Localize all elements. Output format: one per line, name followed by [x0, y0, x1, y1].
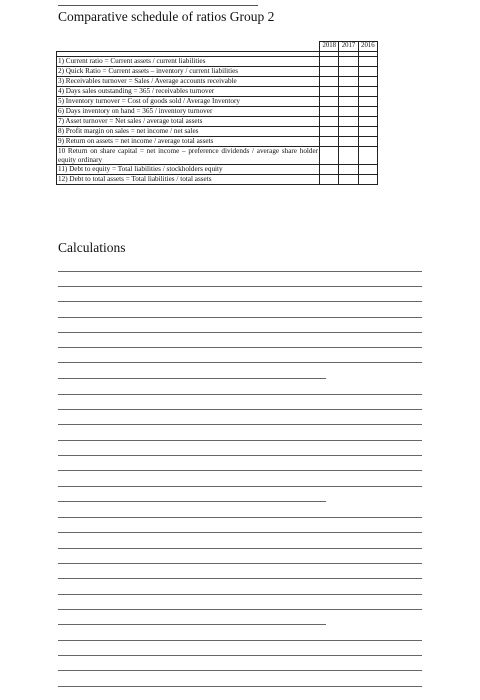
writing-line[interactable] — [58, 470, 422, 471]
table-row — [57, 107, 378, 117]
writing-line[interactable] — [58, 548, 422, 549]
value-cell-2016[interactable] — [358, 107, 377, 117]
ratio-label-return-on-share-capital: 10 Return on share capital = net income – preference dividends / average share holder equity ordinary — [58, 147, 319, 164]
value-cell-2018[interactable] — [320, 107, 339, 117]
writing-line[interactable] — [58, 517, 422, 518]
writing-line[interactable] — [58, 455, 422, 456]
value-cell-2018[interactable] — [320, 67, 339, 77]
writing-line[interactable] — [58, 594, 422, 595]
ratio-label-receivables-turnover: 3) Receivables turnover = Sales / Average accounts receivable — [57, 77, 320, 87]
value-cell-2016[interactable] — [358, 127, 377, 137]
writing-line[interactable] — [58, 394, 422, 395]
value-cell-2017[interactable] — [339, 107, 358, 117]
value-cell-2018[interactable] — [320, 77, 339, 87]
writing-line[interactable] — [58, 317, 422, 318]
value-cell-2016[interactable] — [358, 165, 377, 175]
header-blank-cell — [57, 42, 320, 52]
writing-line[interactable] — [58, 578, 422, 579]
value-cell-2017[interactable] — [339, 175, 358, 185]
writing-line[interactable] — [58, 286, 422, 287]
value-cell-2018[interactable] — [320, 127, 339, 137]
table-row — [57, 67, 378, 77]
table-row — [57, 175, 378, 185]
table-row — [57, 57, 378, 67]
value-cell-2016[interactable] — [358, 67, 377, 77]
table-row — [57, 77, 378, 87]
value-cell-2018[interactable] — [320, 147, 339, 165]
table-row — [57, 117, 378, 127]
value-cell-2017[interactable] — [339, 97, 358, 107]
year-header-2017: 2017 — [339, 42, 358, 52]
value-cell-2016[interactable] — [358, 97, 377, 107]
page-title: Comparative schedule of ratios Group 2 — [58, 9, 275, 24]
year-header-2016: 2016 — [358, 42, 377, 52]
ratio-schedule-table — [56, 41, 378, 185]
value-cell-2017[interactable] — [339, 117, 358, 127]
table-row — [57, 87, 378, 97]
value-cell-2017[interactable] — [339, 87, 358, 97]
value-cell-2017[interactable] — [339, 147, 358, 165]
ratio-label-days-sales-outstanding: 4) Days sales outstanding = 365 / receivables turnover — [57, 87, 320, 97]
value-cell-2017[interactable] — [339, 57, 358, 67]
table-header-row — [57, 42, 378, 52]
writing-line[interactable] — [58, 271, 422, 272]
writing-line[interactable] — [58, 440, 422, 441]
ratio-label-asset-turnover: 7) Asset turnover = Net sales / average total assets — [57, 117, 320, 127]
top-rule — [58, 5, 258, 6]
writing-line[interactable] — [58, 501, 326, 502]
writing-line[interactable] — [58, 624, 326, 625]
value-cell-2018[interactable] — [320, 165, 339, 175]
ratio-label-debt-to-equity: 11) Debt to equity = Total liabilities / stockholders equity — [57, 165, 320, 175]
writing-line[interactable] — [58, 670, 422, 671]
value-cell-2016[interactable] — [358, 87, 377, 97]
ratio-label-inventory-turnover: 5) Inventory turnover = Cost of goods sold / Average Inventory — [57, 97, 320, 107]
value-cell-2016[interactable] — [358, 137, 377, 147]
value-cell-2016[interactable] — [358, 147, 377, 165]
table-row — [57, 127, 378, 137]
value-cell-2017[interactable] — [339, 77, 358, 87]
value-cell-2017[interactable] — [339, 67, 358, 77]
writing-line[interactable] — [58, 686, 422, 687]
ratio-label-debt-to-total-assets: 12) Debt to total assets = Total liabilities / total assets — [57, 175, 320, 185]
calculations-heading: Calculations — [58, 240, 126, 255]
value-cell-2018[interactable] — [320, 87, 339, 97]
value-cell-2018[interactable] — [320, 137, 339, 147]
writing-line[interactable] — [58, 640, 422, 641]
value-cell-2018[interactable] — [320, 57, 339, 67]
value-cell-2017[interactable] — [339, 127, 358, 137]
writing-line[interactable] — [58, 362, 422, 363]
writing-line[interactable] — [58, 301, 422, 302]
writing-line[interactable] — [58, 332, 422, 333]
writing-line[interactable] — [58, 378, 326, 379]
writing-line[interactable] — [58, 655, 422, 656]
year-header-2018: 2018 — [320, 42, 339, 52]
value-cell-2016[interactable] — [358, 57, 377, 67]
writing-line[interactable] — [58, 532, 422, 533]
table-row — [57, 147, 378, 165]
writing-line[interactable] — [58, 409, 422, 410]
value-cell-2016[interactable] — [358, 117, 377, 127]
ratio-label-profit-margin: 8) Profit margin on sales = net income / net sales — [57, 127, 320, 137]
value-cell-2016[interactable] — [358, 175, 377, 185]
value-cell-2018[interactable] — [320, 175, 339, 185]
ratio-label-current-ratio: 1) Current ratio = Current assets / current liabilities — [57, 57, 320, 67]
value-cell-2018[interactable] — [320, 117, 339, 127]
table-row — [57, 137, 378, 147]
writing-line[interactable] — [58, 609, 422, 610]
table-row — [57, 97, 378, 107]
ratio-label-return-on-assets: 9) Return on assets = net income / average total assets — [57, 137, 320, 147]
value-cell-2016[interactable] — [358, 77, 377, 87]
writing-line[interactable] — [58, 486, 422, 487]
table-row — [57, 165, 378, 175]
value-cell-2018[interactable] — [320, 97, 339, 107]
ratio-label-quick-ratio: 2) Quick Ratio = Current assets – inventory / current liabilities — [57, 67, 320, 77]
writing-line[interactable] — [58, 563, 422, 564]
value-cell-2017[interactable] — [339, 137, 358, 147]
ratio-label-days-inventory-on-hand: 6) Days inventory on hand = 365 / inventory turnover — [57, 107, 320, 117]
writing-line[interactable] — [58, 347, 422, 348]
value-cell-2017[interactable] — [339, 165, 358, 175]
writing-line[interactable] — [58, 424, 422, 425]
